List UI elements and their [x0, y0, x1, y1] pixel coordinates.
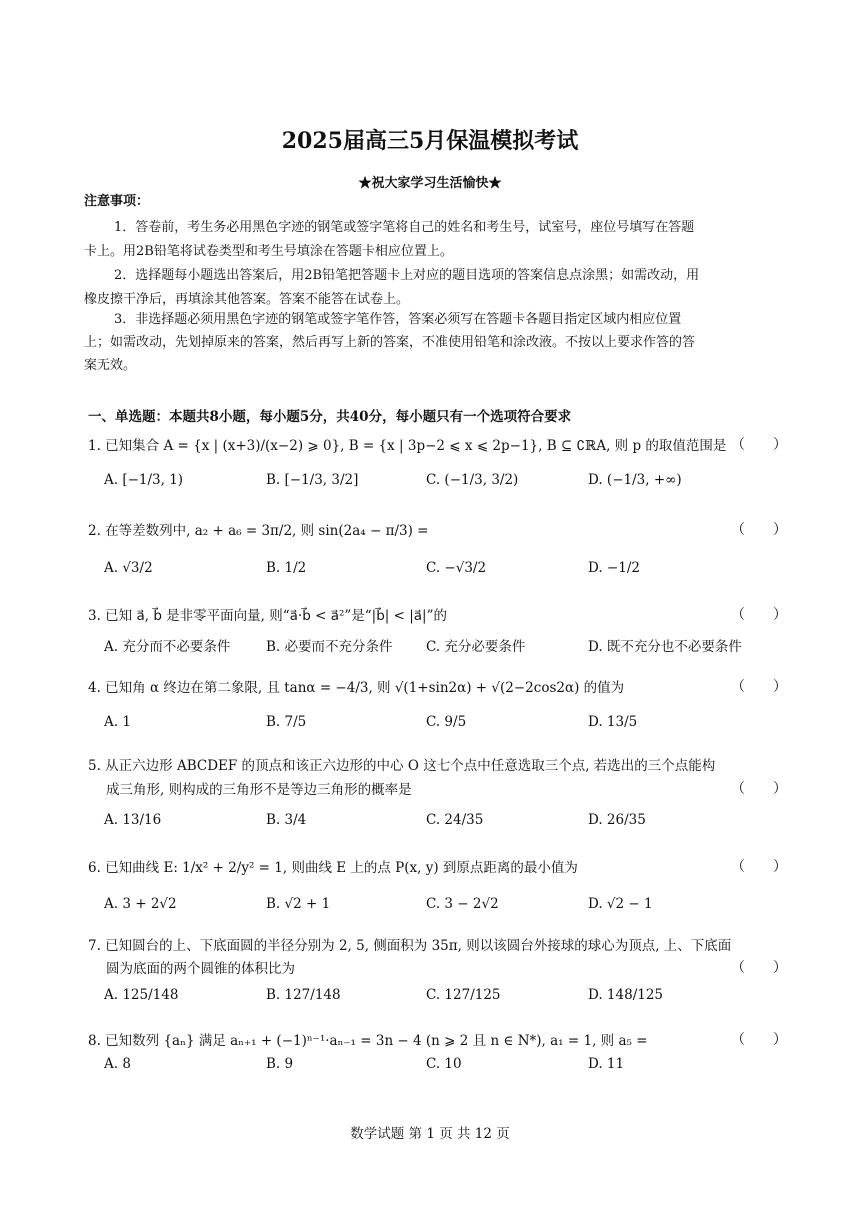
question-1-option-d: D. (−1/3, +∞) [588, 472, 682, 488]
question-3-option-c: C. 充分必要条件 [426, 639, 526, 655]
question-5-option-d: D. 26/35 [588, 812, 646, 828]
note-line: 2．选择题每小题选出答案后，用2B铅笔把答题卡上对应的题目选项的答案信息点涂黑；如需改动，用 [114, 268, 700, 283]
question-8-option-c: C. 10 [426, 1056, 462, 1072]
exam-title: 2025届高三5月保温模拟考试 [281, 128, 579, 154]
question-5-option-c: C. 24/35 [426, 812, 484, 828]
question-8-stem: 8. 已知数列 {aₙ} 满足 aₙ₊₁ + (−1)ⁿ⁻¹·aₙ₋₁ = 3n − 4 (n ⩾ 2 且 n ∈ N*), a₁ = 1, 则 a₅ = [88, 1033, 648, 1049]
note-line: 案无效。 [84, 358, 137, 373]
question-2-option-a: A. √3/2 [104, 560, 153, 576]
question-6-option-a: A. 3 + 2√2 [104, 896, 177, 912]
question-8-option-b: B. 9 [266, 1056, 294, 1072]
question-2-option-b: B. 1/2 [266, 560, 307, 576]
answer-paren: （ ） [731, 859, 787, 875]
notes-heading: 注意事项： [84, 194, 150, 209]
exam-subtitle: ★祝大家学习生活愉快★ [358, 176, 502, 191]
question-2-stem: 2. 在等差数列中, a₂ + a₆ = 3π/2, 则 sin(2a₄ − π/3) = [88, 523, 429, 539]
question-8-option-a: A. 8 [104, 1056, 131, 1072]
question-5-stem: 5. 从正六边形 ABCDEF 的顶点和该正六边形的中心 O 这七个点中任意选取三个点, 若选出的三个点能构 [88, 758, 716, 774]
question-7-option-c: C. 127/125 [426, 987, 501, 1003]
note-line: 卡上。用2B铅笔将试卷类型和考生号填涂在答题卡相应位置上。 [84, 244, 453, 259]
question-7-stem: 7. 已知圆台的上、下底面圆的半径分别为 2, 5, 侧面积为 35π, 则以该圆台外接球的球心为顶点, 上、下底面 [88, 938, 732, 954]
question-7-stem-continued: 圆为底面的两个圆锥的体积比为 [106, 961, 295, 977]
question-3-option-b: B. 必要而不充分条件 [266, 639, 393, 655]
answer-paren: （ ） [731, 607, 787, 623]
question-1-stem: 1. 已知集合 A = {x | (x+3)/(x−2) ⩾ 0}, B = {x | 3p−2 ⩽ x ⩽ 2p−1}, B ⊆ ∁ℝA, 则 p 的取值范围是 [88, 438, 727, 454]
note-line: 3．非选择题必须用黑色字迹的钢笔或签字笔作答，答案必须写在答题卡各题目指定区域内相应位置 [114, 312, 682, 327]
question-2-option-c: C. −√3/2 [426, 560, 487, 576]
answer-paren: （ ） [731, 1032, 787, 1048]
question-3-option-d: D. 既不充分也不必要条件 [588, 639, 742, 655]
question-2-option-d: D. −1/2 [588, 560, 640, 576]
question-7-option-a: A. 125/148 [104, 987, 179, 1003]
page-footer: 数学试题 第 1 页 共 12 页 [350, 1126, 510, 1142]
answer-paren: （ ） [731, 679, 787, 695]
question-5-option-b: B. 3/4 [266, 812, 307, 828]
question-1-option-a: A. [−1/3, 1) [104, 472, 184, 488]
question-6-option-d: D. √2 − 1 [588, 896, 653, 912]
answer-paren: （ ） [731, 522, 787, 538]
answer-paren: （ ） [731, 437, 787, 453]
question-3-stem: 3. 已知 a⃗, b⃗ 是非零平面向量, 则“a⃗·b⃗ < a⃗²”是“|b⃗| < |a⃗|”的 [88, 608, 448, 624]
section-heading: 一、单选题：本题共8小题，每小题5分，共40分，每小题只有一个选项符合要求 [88, 409, 572, 425]
note-line: 橡皮擦干净后，再填涂其他答案。答案不能答在试卷上。 [84, 292, 410, 307]
question-4-option-b: B. 7/5 [266, 714, 307, 730]
question-4-option-d: D. 13/5 [588, 714, 638, 730]
answer-paren: （ ） [731, 781, 787, 797]
question-4-option-c: C. 9/5 [426, 714, 467, 730]
question-8-option-d: D. 11 [588, 1056, 625, 1072]
question-5-option-a: A. 13/16 [104, 812, 162, 828]
question-6-option-c: C. 3 − 2√2 [426, 896, 499, 912]
note-line: 1．答卷前，考生务必用黑色字迹的钢笔或签字笔将自己的姓名和考生号，试室号，座位号填写在答题 [114, 220, 695, 235]
question-3-option-a: A. 充分而不必要条件 [104, 639, 231, 655]
question-4-option-a: A. 1 [104, 714, 131, 730]
question-7-option-d: D. 148/125 [588, 987, 664, 1003]
note-line: 上；如需改动，先划掉原来的答案，然后再写上新的答案，不准使用铅笔和涂改液。不按以上要求作答的答 [84, 335, 696, 350]
question-1-option-b: B. [−1/3, 3/2] [266, 472, 359, 488]
answer-paren: （ ） [731, 960, 787, 976]
question-4-stem: 4. 已知角 α 终边在第二象限, 且 tanα = −4/3, 则 √(1+sin2α) + √(2−2cos2α) 的值为 [88, 680, 625, 696]
question-1-option-c: C. (−1/3, 3/2) [426, 472, 519, 488]
question-7-option-b: B. 127/148 [266, 987, 341, 1003]
question-6-stem: 6. 已知曲线 E: 1/x² + 2/y² = 1, 则曲线 E 上的点 P(x, y) 到原点距离的最小值为 [88, 860, 578, 876]
question-6-option-b: B. √2 + 1 [266, 896, 331, 912]
question-5-stem-continued: 成三角形, 则构成的三角形不是等边三角形的概率是 [106, 782, 412, 798]
